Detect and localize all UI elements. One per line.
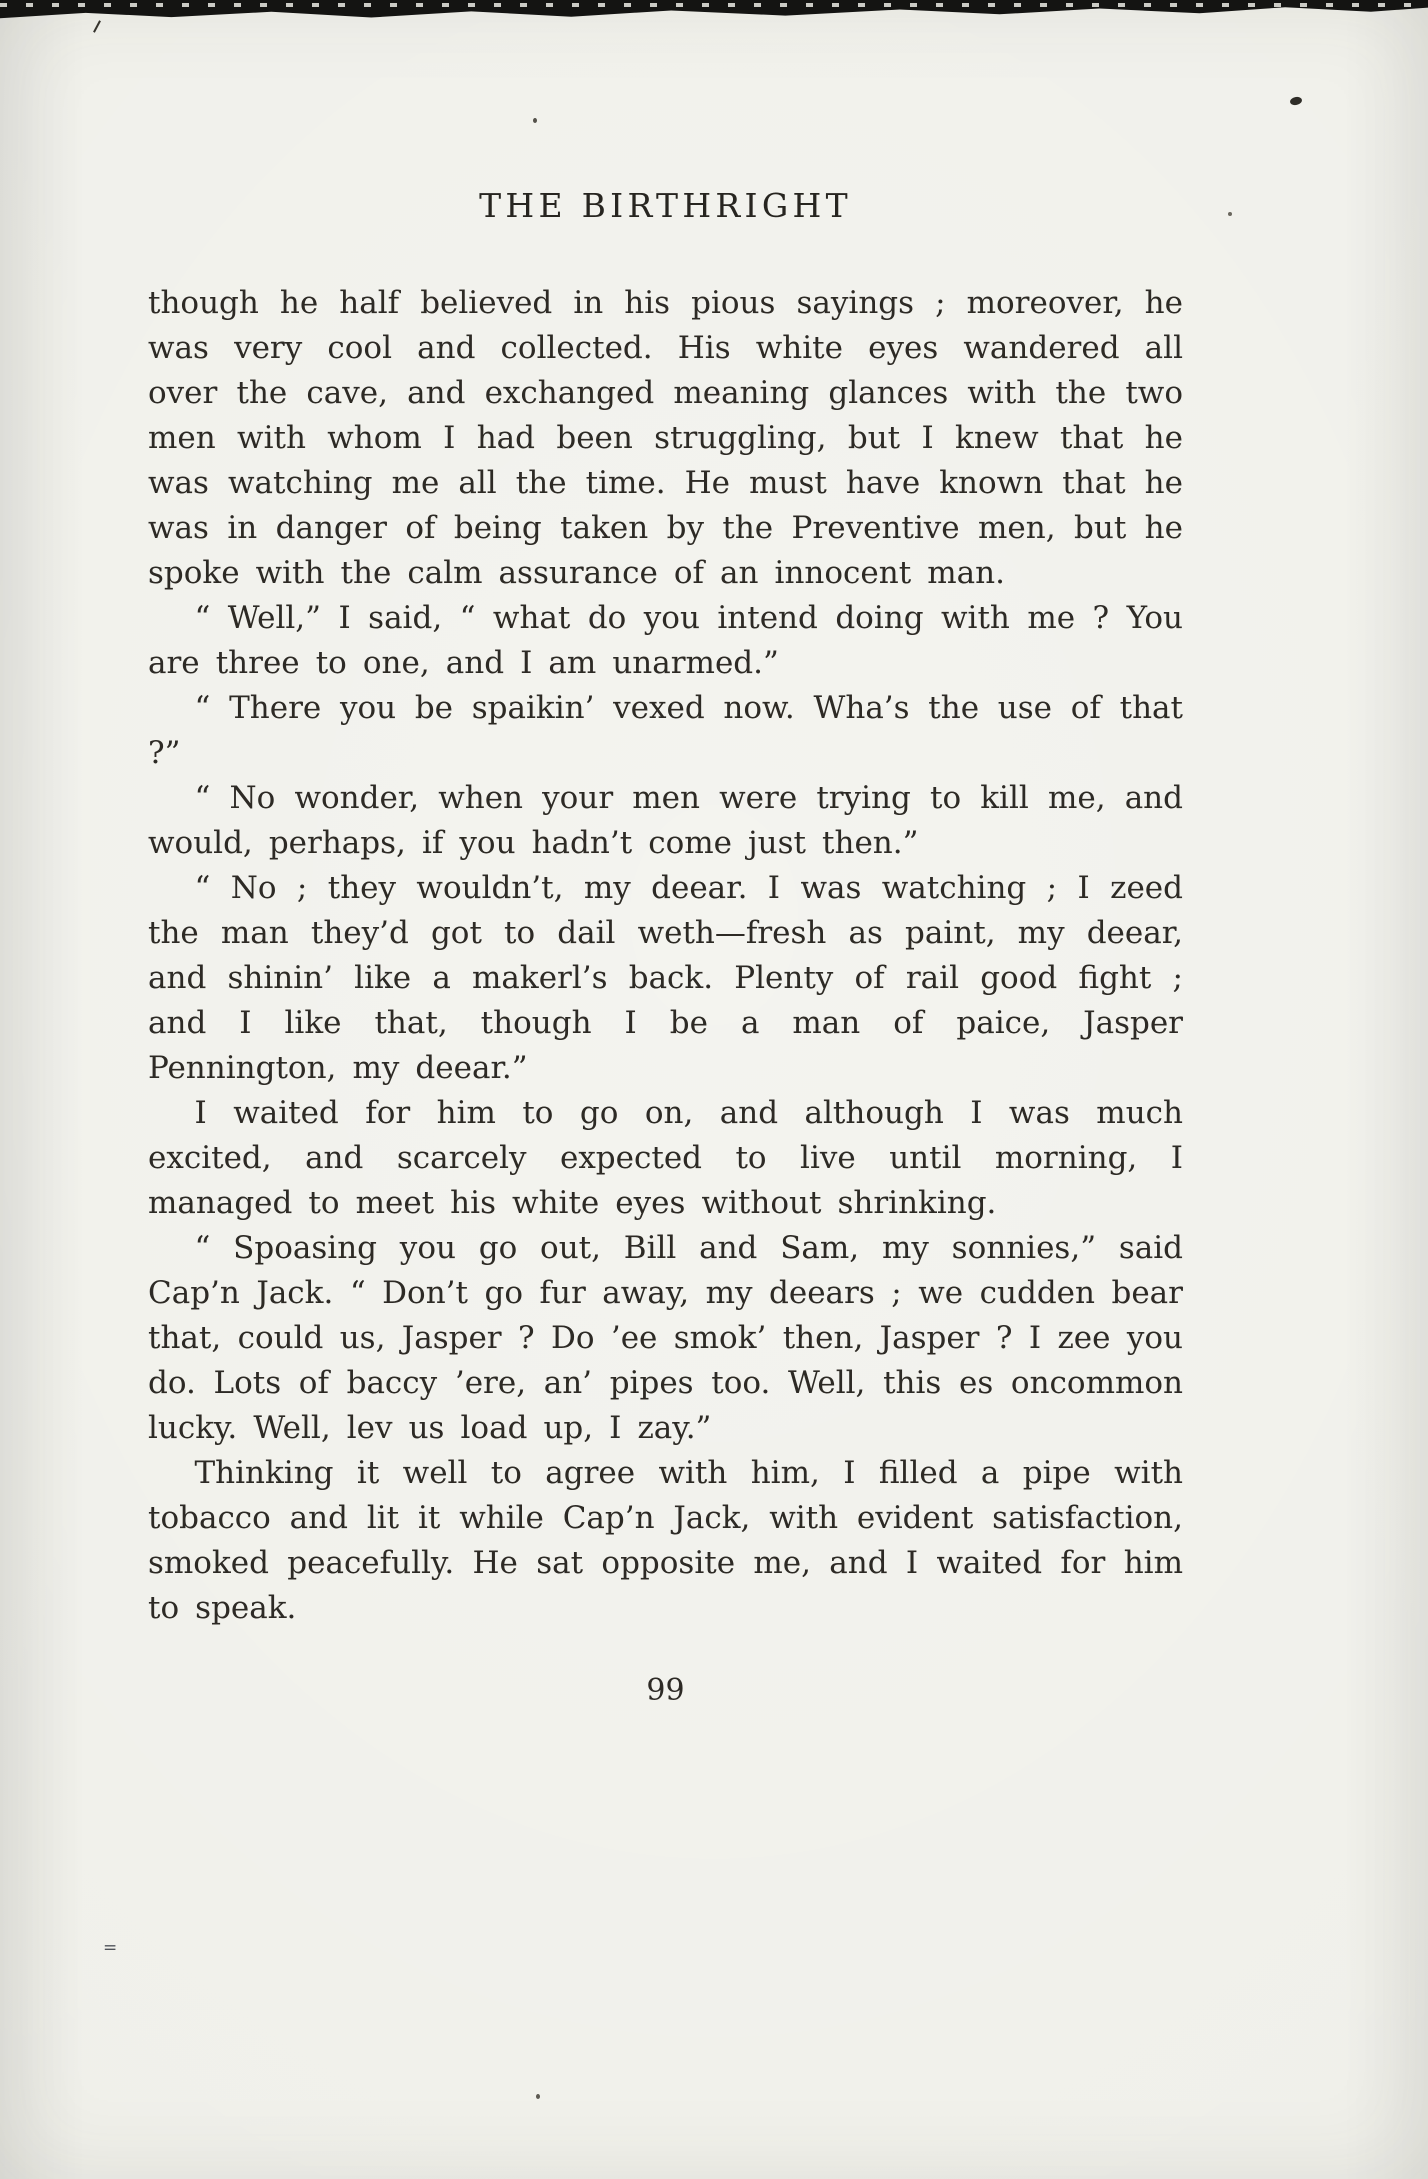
ink-speck — [1228, 212, 1232, 216]
text-block — [148, 281, 1183, 1631]
ink-speck — [1289, 96, 1302, 106]
page-number: 99 — [646, 1673, 685, 1708]
ink-speck — [533, 118, 537, 123]
paragraph: “ Spoasing you go out, Bill and Sam, my sonnies,” said Cap’n Jack. “ Don’t go fur away, my deears ; we cudden bear that, could us, Jasper ? Do ’ee smok’ then, Jasper ? I zee you do. Lots of baccy ’ere, an’ pipes too. Well, this es oncommon lucky. Well, lev us load up, I zay.” — [148, 1230, 1183, 1446]
pencil-mark: = — [103, 1938, 119, 1958]
scan-slash-mark — [93, 20, 101, 32]
paragraph: “ There you be spaikin’ vexed now. Wha’s the use of that ?” — [148, 690, 1183, 771]
ink-speck — [536, 2094, 540, 2099]
torn-page-edge — [0, 0, 1428, 19]
page-title: THE BIRTHRIGHT — [479, 186, 852, 225]
paragraph: “ No wonder, when your men were trying to kill me, and would, perhaps, if you hadn’t come just then.” — [148, 780, 1183, 861]
paragraph: Thinking it well to agree with him, I filled a pipe with tobacco and lit it while Cap’n Jack, with evident satisfaction, smoked peacefully. He sat opposite me, and I waited for him to speak. — [148, 1455, 1183, 1626]
paragraph: “ No ; they wouldn’t, my deear. I was watching ; I zeed the man they’d got to dail weth—fresh as paint, my deear, and shinin’ like a makerl’s back. Plenty of rail good fight ; and I like that, though I be a man of paice, Jasper Pennington, my deear.” — [148, 870, 1183, 1086]
paragraph: “ Well,” I said, “ what do you intend doing with me ? You are three to one, and I am unarmed.” — [148, 600, 1183, 681]
paragraph: though he half believed in his pious sayings ; moreover, he was very cool and collected. His white eyes wandered all over the cave, and exchanged meaning glances with the two men with whom I had been struggling, but I knew that he was watching me all the time. He must have known that he was in danger of being taken by the Preventive men, but he spoke with the calm assurance of an innocent man. — [148, 285, 1183, 591]
paragraph: I waited for him to go on, and although I was much excited, and scarcely expected to live until morning, I managed to meet his white eyes without shrinking. — [148, 1095, 1183, 1221]
